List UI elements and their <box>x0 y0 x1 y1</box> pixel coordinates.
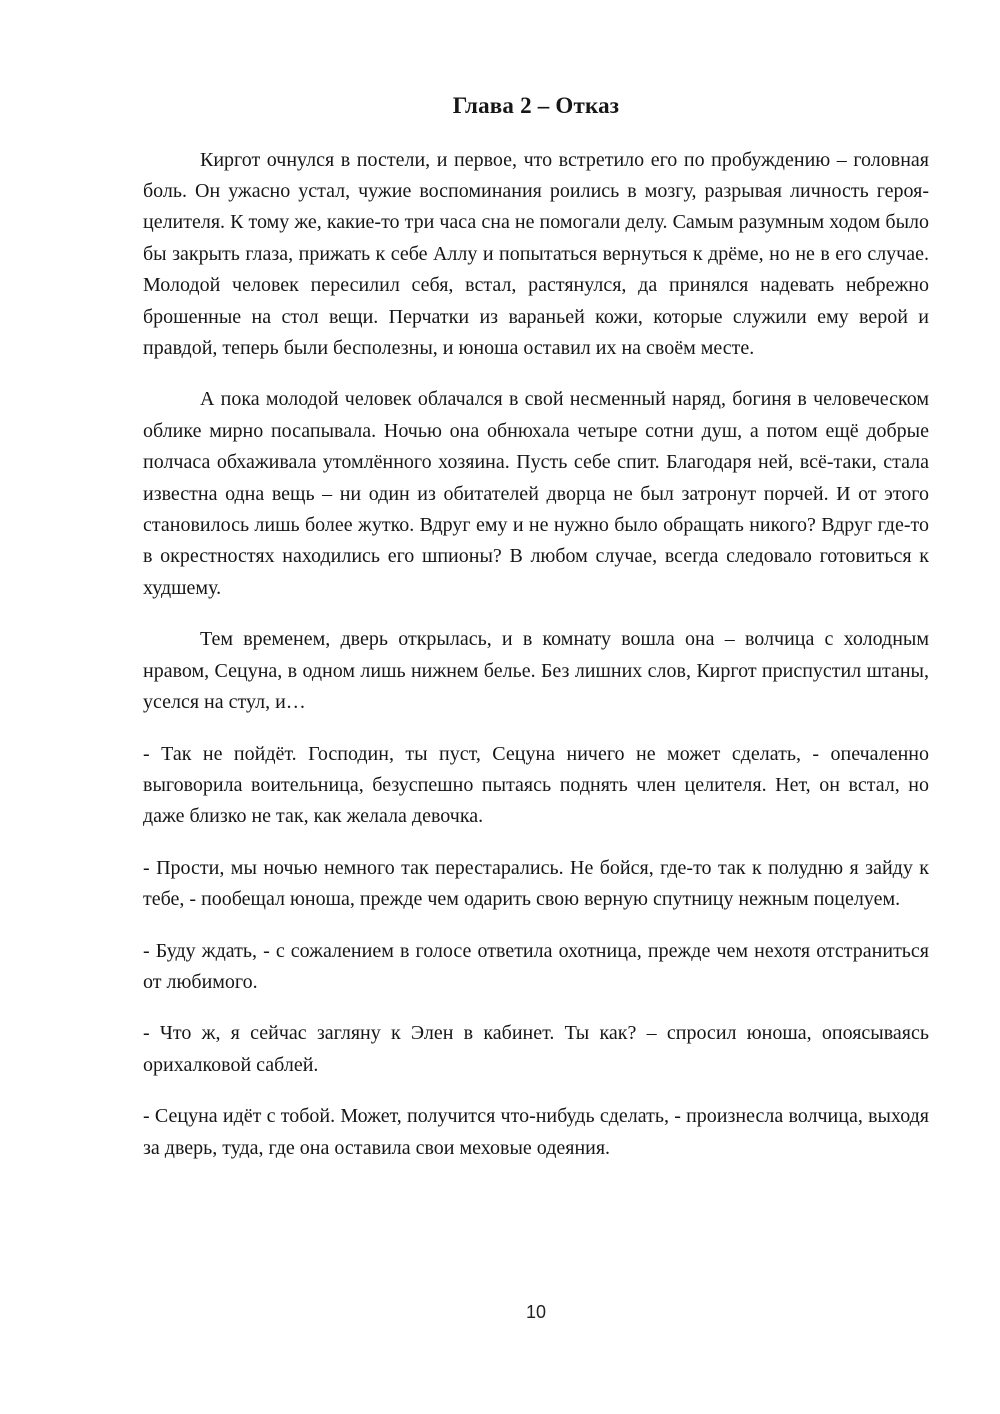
dialog-paragraph: - Что ж, я сейчас загляну к Элен в кабинет. Ты как? – спросил юноша, опоясываясь орихалковой саблей. <box>143 1022 929 1076</box>
body-paragraph: А пока молодой человек облачался в свой несменный наряд, богиня в человеческом облике мирно посапывала. Ночью она обнюхала четыре сотни душ, а потом ещё добрые полчаса обхаживала утомлённого хозяина. Пусть себе спит. Благодаря ней, всё-таки, стала известна одна вещь – ни один из обитателей дворца не был затронут порчей. И от этого становилось лишь более жутко. Вдруг ему и не нужно было обращать никого? Вдруг где-то в окрестностях находились его шпионы? В любом случае, всегда следовало готовиться к худшему. <box>143 388 929 599</box>
chapter-title: Глава 2 – Отказ <box>452 93 620 118</box>
body-paragraph: Тем временем, дверь открылась, и в комнату вошла она – волчица с холодным нравом, Сецуна, в одном лишь нижнем белье. Без лишних слов, Киргот приспустил штаны, уселся на стул, и… <box>143 628 929 714</box>
dialog-paragraph: - Прости, мы ночью немного так перестарались. Не бойся, где-то так к полудню я зайду к тебе, - пообещал юноша, прежде чем одарить свою верную спутницу нежным поцелуем. <box>143 856 929 911</box>
dialog-paragraph: - Так не пойдёт. Господин, ты пуст, Сецуна ничего не может сделать, - опечаленно выговорила воительница, безуспешно пытаясь поднять член целителя. Нет, он встал, но даже близко не так, как желала девочка. <box>143 742 929 828</box>
text-column <box>143 92 929 1184</box>
dialog-paragraph: - Буду ждать, - с сожалением в голосе ответила охотница, прежде чем нехотя отстраниться от любимого. <box>143 939 929 993</box>
page-number: 10 <box>525 1302 547 1322</box>
dialog-paragraph: - Сецуна идёт с тобой. Может, получится что-нибудь сделать, - произнесла волчица, выходя за дверь, туда, где она оставила свои меховые одеяния. <box>143 1105 929 1159</box>
body-paragraph: Киргот очнулся в постели, и первое, что встретило его по пробуждению – головная боль. Он ужасно устал, чужие воспоминания роились в мозгу, разрывая личность героя-целителя. К тому же, какие-то три часа сна не помогали делу. Самым разумным ходом было бы закрыть глаза, прижать к себе Аллу и попытаться вернуться к дрёме, но не в его случае. Молодой человек пересилил себя, встал, растянулся, да принялся надевать небрежно брошенные на стол вещи. Перчатки из вараньей кожи, которые служили ему верой и правдой, теперь были бесполезны, и юноша оставил их на своём месте. <box>143 148 929 360</box>
